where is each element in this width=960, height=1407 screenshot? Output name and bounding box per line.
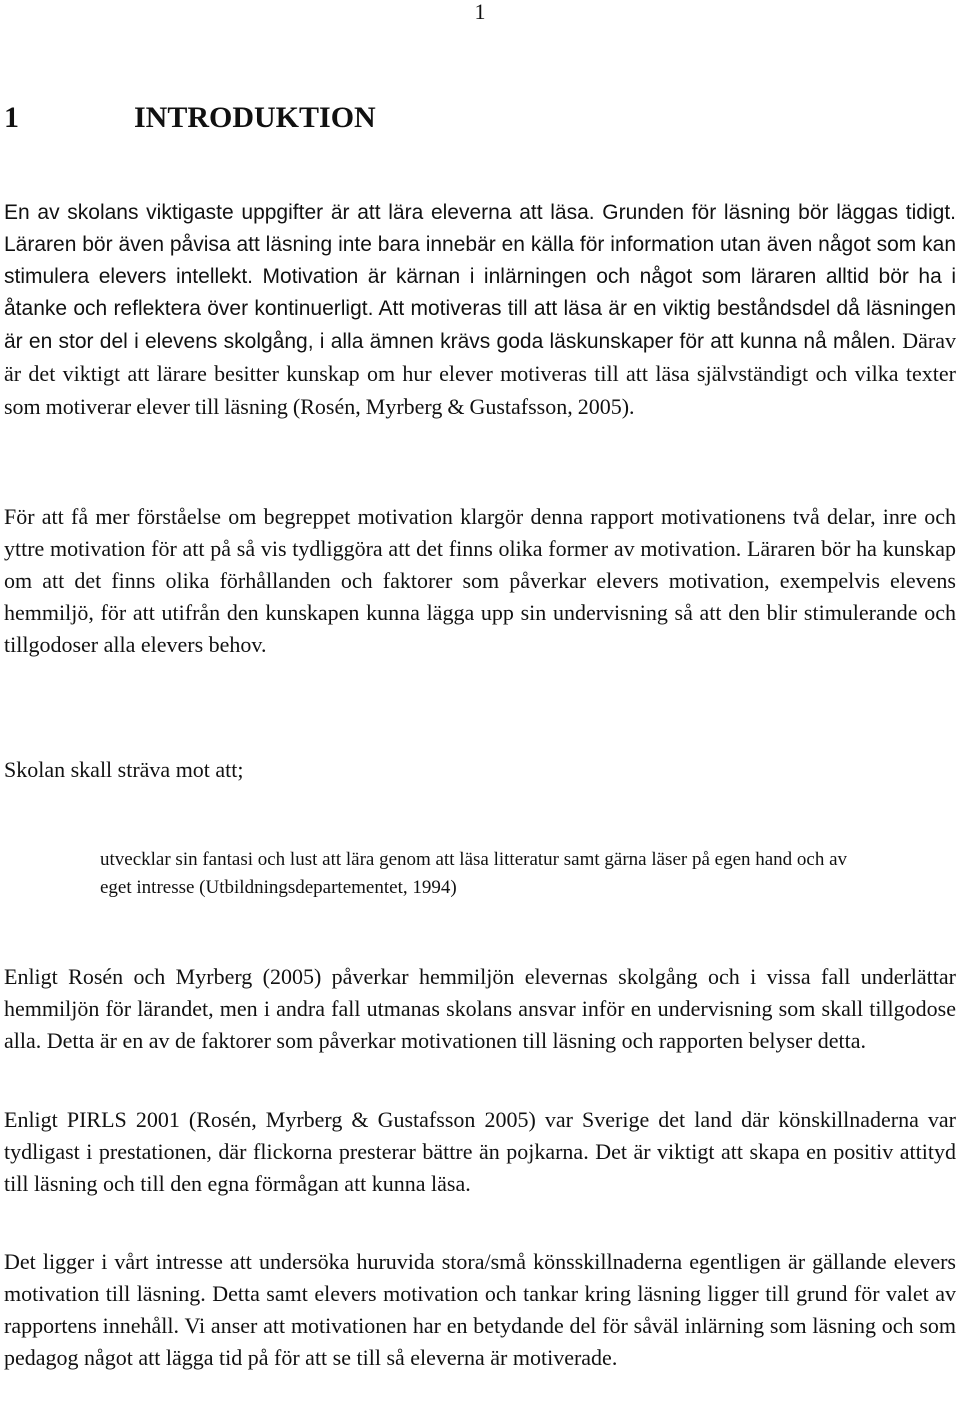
section-title: INTRODUKTION — [134, 101, 376, 134]
section-number: 1 — [4, 101, 19, 134]
block-quote: utvecklar sin fantasi och lust att lära genom att läsa litteratur samt gärna läser på egen hand och av eget intresse (Utbildningsdepartementet, 1994) — [100, 849, 848, 898]
paragraph-skolan: Skolan skall sträva mot att; — [4, 757, 244, 782]
paragraph-intro — [4, 197, 956, 424]
paragraph-intro-sans: En av skolans viktigaste uppgifter är att lära eleverna att läsa. Grunden för läsning bör läggas tidigt. Läraren bör även påvisa att läsning inte bara innebär en källa för information utan även något som kan stimulera elevers intellekt. Motivation är kärnan i inlärningen och något som läraren alltid bör ha i åtanke och reflektera över kontinuerligt. Att motiveras till att läsa är en viktig beståndsdel då läsningen är en stor del i elevens skolgång, i alla ämnen krävs goda läskunskaper för att kunna nå målen. — [4, 201, 956, 353]
paragraph-intro-serif: Därav är det viktigt att lärare besitter kunskap om hur elever motiveras till att läsa självständigt och vilka texter som motiverar elever till läsning (Rosén, Myrberg & Gustafsson, 2005). — [4, 328, 956, 419]
page-number: 1 — [474, 0, 486, 24]
paragraph-motivation: För att få mer förståelse om begreppet motivation klargör denna rapport motivationens två delar, inre och yttre motivation för att på så vis tydliggöra att det finns olika former av motivation. Läraren bör ha kunskap om att det finns olika förhållanden och faktorer som påverkar elevers motivation, exempelvis elevens hemmiljö, för att utifrån den kunskapen kunna lägga upp sin undervisning så att den blir stimulerande och tillgodoser alla elevers behov. — [4, 504, 956, 657]
section-heading — [4, 100, 376, 136]
paragraph-intresse: Det ligger i vårt intresse att undersöka huruvida stora/små könsskillnaderna egentligen är gällande elevers motivation till läsning. Detta samt elevers motivation och tankar kring läsning ligger till grund för valet av rapportens innehåll. Vi anser att motivationen har en betydande del för såväl inlärning som läsning och som pedagog något att lägga tid på för att se till så eleverna är motiverade. — [4, 1249, 956, 1370]
paragraph-pirls: Enligt PIRLS 2001 (Rosén, Myrberg & Gustafsson 2005) var Sverige det land där könskillnaderna var tydligast i prestationen, där flickorna presterar bättre än pojkarna. Det är viktigt att skapa en positiv attityd till läsning och till den egna förmågan att kunna läsa. — [4, 1107, 956, 1196]
paragraph-hemmiljo: Enligt Rosén och Myrberg (2005) påverkar hemmiljön elevernas skolgång och i vissa fall underlättar hemmiljön för lärandet, men i andra fall utmanas skolans ansvar inför en undervisning som skall tillgodose alla. Detta är en av de faktorer som påverkar motivationen till läsning och rapporten belyser detta. — [4, 964, 956, 1053]
